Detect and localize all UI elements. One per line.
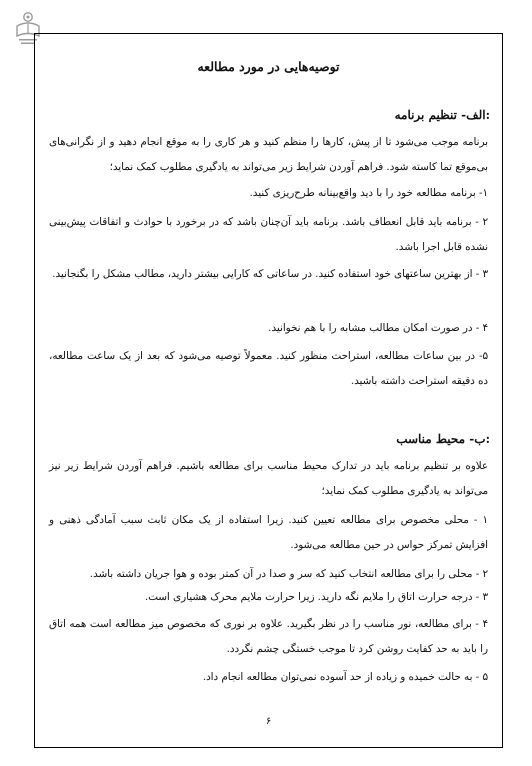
list-item: ۳ - درجه حرارت اتاق را ملایم نگه دارید. زیرا حرارت ملایم محرک هشیاری است. bbox=[144, 591, 488, 603]
page-frame bbox=[34, 33, 503, 748]
list-item: ۳ - از بهترین ساعتهای خود استفاده کنید. در ساعاتی که کارایی بیشتر دارید، مطالب مشکل را بگنجانید. bbox=[52, 268, 488, 280]
list-item: ۵ - به حالت خمیده و زیاده از حد آسوده نمی‌توان مطالعه انجام داد. bbox=[202, 671, 488, 683]
list-item: ۱ - محلی مخصوص برای مطالعه تعیین کنید. زیرا استفاده از یک مکان ثابت سبب آمادگی ذهنی و افزایش تمرکز حواس در حین مطالعه می‌شود. bbox=[49, 514, 488, 551]
page-title: توصیه‌هایی در مورد مطالعه bbox=[197, 59, 340, 74]
page-number: ۶ bbox=[265, 716, 272, 727]
list-item: ۱- برنامه مطالعه خود را با دید واقع‌بینانه طرح‌ریزی کنید. bbox=[249, 187, 488, 199]
list-item: ۴ - برای مطالعه، نور مناسب را در نظر بگیرید. علاوه بر نوری که مخصوص میز مطالعه است همه اتاق را باید به حد کفایت روشن کرد تا موجب خستگی چشم نگردد. bbox=[49, 618, 488, 655]
list-item: ۴ - در صورت امکان مطالب مشابه را با هم نخوانید. bbox=[268, 322, 488, 334]
list-item: ۲ - محلی را برای مطالعه انتخاب کنید که سر و صدا در آن کمتر بوده و هوا جریان داشته باشد. bbox=[89, 568, 488, 580]
section-heading-schedule: الف- تنظیم برنامه: bbox=[394, 108, 490, 122]
paragraph: برنامه موجب می‌شود تا از پیش، کارها را منظم کنید و هر کاری را به موقع انجام دهید و از نگرانی‌های بی‌موقع تما کاسته شود. فراهم آوردن شرایط زیر می‌تواند به یادگیری مطلوب کمک نماید؛ bbox=[49, 136, 488, 173]
paragraph: علاوه بر تنظیم برنامه باید در تدارک محیط مناسب برای مطالعه باشیم. فراهم آوردن شرایط زیر نیز می‌تواند به یادگیری مطلوب کمک نماید؛ bbox=[49, 460, 488, 497]
list-item: ۲ - برنامه باید قابل انعطاف باشد. برنامه باید آن‌چنان باشد که در برخورد با حوادث و اتفاقات پیش‌بینی نشده قابل اجرا باشد. bbox=[49, 216, 488, 253]
list-item: ۵- در بین ساعات مطالعه، استراحت منظور کنید. معمولاً توصیه می‌شود که بعد از یک ساعت مطالعه، ده دقیقه استراحت داشته باشید. bbox=[49, 350, 488, 387]
section-heading-environment: ب- محیط مناسب: bbox=[396, 432, 490, 446]
